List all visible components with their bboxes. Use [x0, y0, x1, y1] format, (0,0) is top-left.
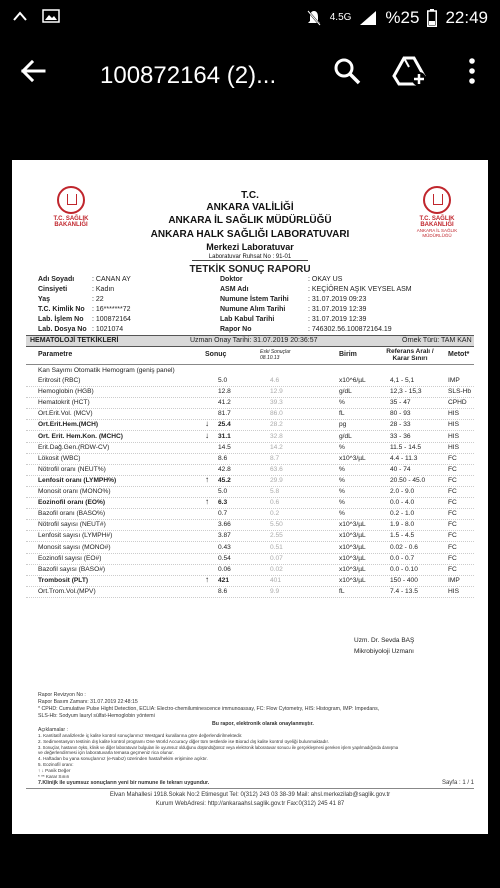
table-row: [12, 409, 488, 420]
document-title: 100872164 (2)...: [100, 62, 277, 89]
header-ruhsat: Laboratuvar Ruhsat No : 91-01: [208, 254, 292, 260]
more-vert-icon[interactable]: [462, 54, 482, 88]
test-method: HIS: [448, 432, 459, 440]
reference-range: 0.0 - 0.10: [390, 565, 418, 573]
asm: : KEÇİÖREN AŞIK VEYSEL ASM: [308, 286, 412, 293]
reference-range: 0.0 - 0.7: [390, 554, 415, 562]
test-result: 6.3: [218, 499, 228, 507]
old-result: 12.9: [270, 388, 283, 396]
test-method: IMP: [448, 377, 460, 384]
test-result: 8.6: [218, 587, 228, 595]
old-result: 0.51: [270, 543, 283, 551]
age: : 22: [92, 296, 104, 303]
flag-indicator: ↑: [205, 574, 209, 584]
header-valilik: ANKARA VALİLİĞİ: [206, 202, 294, 213]
test-name: Eritrosit (RBC): [38, 377, 81, 384]
warning-note: 7.Klinijk ile uyumsuz sonuçların yeni bir numune ile tekrarı uygundur.: [38, 780, 210, 786]
search-icon[interactable]: [330, 54, 364, 88]
test-result: 12.8: [218, 388, 231, 396]
col-unit: Birim: [339, 351, 357, 358]
reference-range: 0.0 - 4.0: [390, 499, 415, 507]
test-method: FC: [448, 476, 457, 484]
gender-label: Cinsiyeti: [38, 286, 68, 293]
col-param: Parametre: [38, 351, 73, 358]
flag-indicator: ↑: [205, 474, 209, 484]
doctor-label: Doktor: [220, 276, 243, 283]
test-unit: x10^3/µL: [339, 565, 366, 573]
table-row: [12, 465, 488, 476]
image-notification-icon: [42, 8, 60, 24]
test-result: 0.54: [218, 554, 231, 562]
test-unit: fL: [339, 410, 345, 418]
logo-subtext: ANKARA İL SAĞLIK MÜDÜRLÜĞÜ: [416, 228, 458, 238]
test-unit: x10^6/µL: [339, 377, 366, 384]
test-result: 0.06: [218, 565, 231, 573]
battery-icon: [427, 9, 437, 27]
test-result: 5.0: [218, 377, 228, 384]
test-result: 3.66: [218, 521, 231, 529]
flag-indicator: ↑: [205, 497, 209, 507]
test-name: Bazofil oranı (BASO%): [38, 510, 106, 518]
row-divider: [26, 597, 474, 598]
test-unit: %: [339, 465, 345, 473]
test-unit: %: [339, 488, 345, 495]
section-bar: [26, 335, 474, 347]
test-result: 0.43: [218, 543, 231, 551]
old-result: 5.8: [270, 488, 280, 495]
web-address: Kurum WebAdresi: http://ankaraahsl.saglik.gov.tr Fax:0(312) 245 41 87: [155, 801, 345, 807]
test-name: Bazofil sayısı (BASO#): [38, 565, 106, 573]
alim-date: : 31.07.2019 12:39: [308, 306, 367, 313]
patient-name: : CANAN AY: [92, 276, 131, 283]
flag-indicator: ↓: [205, 419, 209, 429]
test-result: 25.4: [218, 421, 231, 429]
test-unit: %: [339, 476, 345, 484]
notes-title: Açıklamalar :: [38, 727, 68, 733]
table-row: [12, 432, 488, 443]
table-row: [12, 554, 488, 565]
reference-range: 28 - 33: [390, 421, 411, 429]
lab-islem: : 100872164: [92, 316, 131, 323]
table-row: [12, 543, 488, 554]
footer-divider: [26, 788, 474, 789]
test-name: Ort. Erit. Hem.Kon. (MCHC): [38, 432, 123, 440]
col-old: Eski Sonuçlar 08.10.13: [260, 349, 291, 361]
reference-range: 20.50 - 45.0: [390, 476, 426, 484]
test-method: FC: [448, 565, 457, 573]
patient-name-label: Adı Soyadı: [38, 276, 75, 283]
reference-range: 0.02 - 0.6: [390, 543, 418, 551]
lab-islem-label: Lab. İşlem No: [38, 316, 84, 323]
test-method: HIS: [448, 587, 459, 595]
table-row: [12, 487, 488, 498]
old-result: 401: [270, 576, 282, 584]
legend-decision: * ** Karar Sınırı: [38, 774, 70, 779]
section-title: HEMATOLOJİ TETKİKLERİ: [30, 337, 119, 344]
test-unit: %: [339, 399, 345, 407]
table-row: [12, 420, 488, 431]
table-row: [12, 476, 488, 487]
report-title: TETKİK SONUÇ RAPORU: [189, 264, 311, 275]
test-method: FC: [448, 465, 457, 473]
header-merkezi: Merkezi Laboratuvar: [206, 242, 294, 252]
test-unit: x10^3/µL: [339, 576, 366, 584]
reference-range: 33 - 36: [390, 432, 411, 440]
old-result: 86.0: [270, 410, 283, 418]
test-result: 8.6: [218, 454, 228, 462]
tc-label: T.C. Kimlik No: [38, 306, 85, 313]
page-number: Sayfa : 1 / 1: [441, 780, 474, 786]
test-result: 3.87: [218, 532, 231, 540]
pdf-page[interactable]: [12, 160, 488, 834]
tc-number: : 16*******72: [92, 306, 131, 313]
drive-add-icon[interactable]: [392, 54, 428, 88]
test-name: Ort.Erit.Hem.(MCH): [38, 421, 99, 429]
test-method: CPHD: [448, 399, 467, 407]
signal-icon: [359, 10, 377, 26]
table-row: [12, 587, 488, 598]
header-lab: ANKARA HALK SAĞLIĞI LABORATUVARI: [150, 229, 350, 240]
header-tc: T.C.: [241, 190, 259, 201]
table-row: [12, 443, 488, 454]
test-result: 5.0: [218, 488, 228, 495]
test-name: Erit.Dağ.Gen.(RDW-CV): [38, 443, 110, 451]
test-method: HIS: [448, 443, 459, 451]
logo-text: T.C. SAĞLIK BAKANLIĞI: [419, 216, 455, 228]
test-unit: x10^3/µL: [339, 454, 366, 462]
doctor: : OKAY US: [308, 276, 343, 283]
old-result: 2.55: [270, 532, 283, 540]
test-method: FC: [448, 543, 457, 551]
mute-icon: [306, 9, 322, 27]
test-name: Lökosit (WBC): [38, 454, 81, 462]
test-name: Eozinofil oranı (EO%): [38, 499, 106, 507]
test-unit: %: [339, 499, 345, 507]
test-method: FC: [448, 510, 457, 518]
old-result: 29.9: [270, 476, 283, 484]
logo-text: T.C. SAĞLIK BAKANLIĞI: [53, 216, 89, 228]
notification-up-icon: [12, 8, 28, 24]
istem-date: : 31.07.2019 09:23: [308, 296, 367, 303]
old-result: 5.50: [270, 521, 283, 529]
test-unit: x10^3/µL: [339, 521, 366, 529]
lab-dosya-label: Lab. Dosya No: [38, 326, 87, 333]
table-row: [12, 376, 488, 387]
legend-panic: ↑ ↓ Panik Değer: [38, 768, 71, 773]
reference-range: 11.5 - 14.5: [390, 443, 422, 451]
test-name: Hematokrit (HCT): [38, 399, 90, 407]
test-method: FC: [448, 521, 457, 529]
reference-range: 0.2 - 1.0: [390, 510, 415, 518]
test-unit: x10^3/µL: [339, 543, 366, 551]
reference-range: 150 - 400: [390, 576, 418, 584]
signature-title: Mikrobiyoloji Uzmanı: [354, 648, 414, 655]
table-row: [12, 398, 488, 409]
header-divider: [26, 364, 474, 365]
gender: : Kadın: [92, 286, 115, 293]
revision-no: Rapor Revizyon No :: [38, 692, 86, 698]
test-unit: x10^3/µL: [339, 532, 366, 540]
test-result: 14.5: [218, 443, 231, 451]
rapor-label: Rapor No: [220, 326, 252, 333]
reference-range: 12,3 - 15,3: [390, 388, 422, 396]
test-method: HIS: [448, 421, 459, 429]
test-unit: g/dL: [339, 388, 352, 396]
test-method: IMP: [448, 576, 460, 584]
test-result: 31.1: [218, 432, 231, 440]
methods-legend-2: SLS-Hb: Sodyum lauryl sülfat-Hemoglobin yöntemi: [38, 713, 155, 719]
col-result: Sonuç: [205, 351, 227, 358]
address: Elvan Mahallesi 1918.Sokak No:2 Etimesgut Tel: 0(312) 243 03 38-39 Mail: ahsl.merkezilab@saglik.gov.tr: [109, 792, 391, 798]
test-unit: x10^3/µL: [339, 554, 366, 562]
test-result: 41.2: [218, 399, 231, 407]
test-method: FC: [448, 499, 457, 507]
test-method: HIS: [448, 410, 459, 418]
test-method: FC: [448, 488, 457, 495]
col-ref: Referans Aralı / Karar Sınırı: [386, 348, 434, 362]
lab-dosya: : 1021074: [92, 326, 124, 333]
table-row: [12, 509, 488, 520]
test-unit: %: [339, 443, 345, 451]
test-method: FC: [448, 532, 457, 540]
print-time: Rapor Basım Zamanı: 31.07.2019 22:48:15: [38, 699, 138, 705]
old-result: 63.6: [270, 465, 283, 473]
reference-range: 4,1 - 5,1: [390, 377, 415, 384]
kabul-date: : 31.07.2019 12:39: [308, 316, 367, 323]
table-row: [12, 531, 488, 542]
test-name: Hemoglobin (HGB): [38, 388, 94, 396]
old-result: 0.2: [270, 510, 280, 518]
app-bar: [0, 40, 500, 106]
test-name: Nötrofil oranı (NEUT%): [38, 465, 106, 473]
status-bar: [0, 0, 500, 40]
test-result: 81.7: [218, 410, 231, 418]
reference-range: 80 - 93: [390, 410, 411, 418]
divider: [192, 260, 308, 261]
back-arrow-icon[interactable]: [16, 54, 50, 88]
test-unit: %: [339, 510, 345, 518]
approval-date: Uzman Onay Tarihi: 31.07.2019 20:36:57: [190, 337, 318, 344]
test-name: Ort.Trom.Vol.(MPV): [38, 587, 96, 595]
test-result: 421: [218, 576, 230, 584]
reference-range: 4.4 - 11.3: [390, 454, 418, 462]
old-result: 0.02: [270, 565, 283, 573]
test-result: 42.8: [218, 465, 231, 473]
old-result: 28.2: [270, 421, 283, 429]
note-3b: ve değerlendirmesi için laboratuvarla temasa geçmeniz rica olunur.: [38, 750, 174, 755]
reference-range: 40 - 74: [390, 465, 411, 473]
age-label: Yaş: [38, 296, 51, 303]
test-unit: fL: [339, 587, 345, 595]
clock: 22:49: [445, 8, 488, 27]
old-result: 9.9: [270, 587, 280, 595]
test-name: Lenfosit sayısı (LYMPH#): [38, 532, 113, 540]
table-row: [12, 520, 488, 531]
old-result: 0.07: [270, 554, 283, 562]
test-result: 0.7: [218, 510, 228, 518]
table-row: [12, 576, 488, 587]
col-method: Metot*: [448, 351, 470, 358]
note-2: 2. Sedimentasyon testinin dış kalite kontrol programı One World Accuracy diğer tüm testlerde ise Biorad dış kalite kontrol üyeliği bulunmaktadır.: [38, 739, 329, 744]
rapor-no: : 746302.56.100872164.19: [308, 326, 392, 333]
table-row: [12, 387, 488, 398]
test-method: FC: [448, 454, 457, 462]
old-result: 32.8: [270, 432, 283, 440]
test-name: Nötrofil sayısı (NEUT#): [38, 521, 106, 529]
test-name: Trombosit (PLT): [38, 576, 89, 584]
test-method: SLS-Hb: [448, 388, 472, 396]
flag-indicator: ↓: [205, 430, 209, 440]
old-result: 14.2: [270, 443, 283, 451]
old-result: 4.6: [270, 377, 280, 384]
reference-range: 35 - 47: [390, 399, 411, 407]
test-name: Ort.Erit.Vol. (MCV): [38, 410, 93, 418]
battery-percent: %25: [385, 8, 420, 27]
test-name: Lenfosit oranı (LYMPH%): [38, 476, 117, 484]
kabul-label: Lab Kabul Tarihi: [220, 316, 275, 323]
old-result: 39.3: [270, 399, 283, 407]
note-1: 1. Kantitatif analizlerde iç kalite kontrol sonuçlarımız Westgard kurallarına göre değerlendirilmektedir.: [38, 733, 243, 738]
test-method: FC: [448, 554, 457, 562]
reference-range: 1.5 - 4.5: [390, 532, 415, 540]
test-name: Monosit sayısı (MONO#): [38, 543, 111, 551]
test-unit: pg: [339, 421, 347, 429]
electronic-note: Bu rapor, elektronik olarak onaylanmıştır.: [212, 721, 314, 727]
test-result: 45.2: [218, 476, 231, 484]
methods-legend: * CPHD: Cumulative Pulse Hight Detection, ECLIA: Electro-chemiluminescence immunoassay, FC: Flow Cytometry, HIS: Histogram, IMP: Impedans,: [38, 706, 380, 712]
group-label: Kan Sayımı Otomatik Hemogram (geniş panel): [38, 367, 175, 374]
table-row: [12, 498, 488, 509]
alim-label: Numune Alım Tarihi: [220, 306, 286, 313]
table-row: [12, 454, 488, 465]
old-result: 0.6: [270, 499, 280, 507]
old-result: 8.7: [270, 454, 280, 462]
signature-name: Uzm. Dr. Sevda BAŞ: [354, 637, 415, 644]
note-5: 5. Eozinofil oranı:: [38, 762, 74, 767]
table-row: [12, 565, 488, 576]
reference-range: 2.0 - 9.0: [390, 488, 415, 495]
note-3: 3. Sonuçlar, hastanın öykü, klinik ve diğer laboratuvar bulguları ile uyumsuz olduğunu düşündüğünüz veya elektronik laboratuvar sonucu ile gerçekleşmesi gereken işlem yapılmadığında danışma: [38, 745, 399, 750]
reference-range: 1.9 - 8.0: [390, 521, 415, 529]
test-name: Monosit oranı (MONO%): [38, 488, 111, 495]
reference-range: 7.4 - 13.5: [390, 587, 418, 595]
test-unit: g/dL: [339, 432, 352, 440]
asm-label: ASM Adı: [220, 286, 249, 293]
sample-type: Örnek Türü: TAM KAN: [402, 337, 472, 344]
test-name: Eozinofil sayısı (EO#): [38, 554, 102, 562]
header-mudurluk: ANKARA İL SAĞLIK MÜDÜRLÜĞÜ: [168, 215, 332, 226]
istem-label: Numune İstem Tarihi: [220, 296, 289, 303]
network-type: 4.5G: [329, 12, 352, 23]
note-4: 4. Haftadan bu yana sonuçlarınız (e-Nabız) üzerinden hasta/hekim erişimine açıktır.: [38, 756, 208, 761]
